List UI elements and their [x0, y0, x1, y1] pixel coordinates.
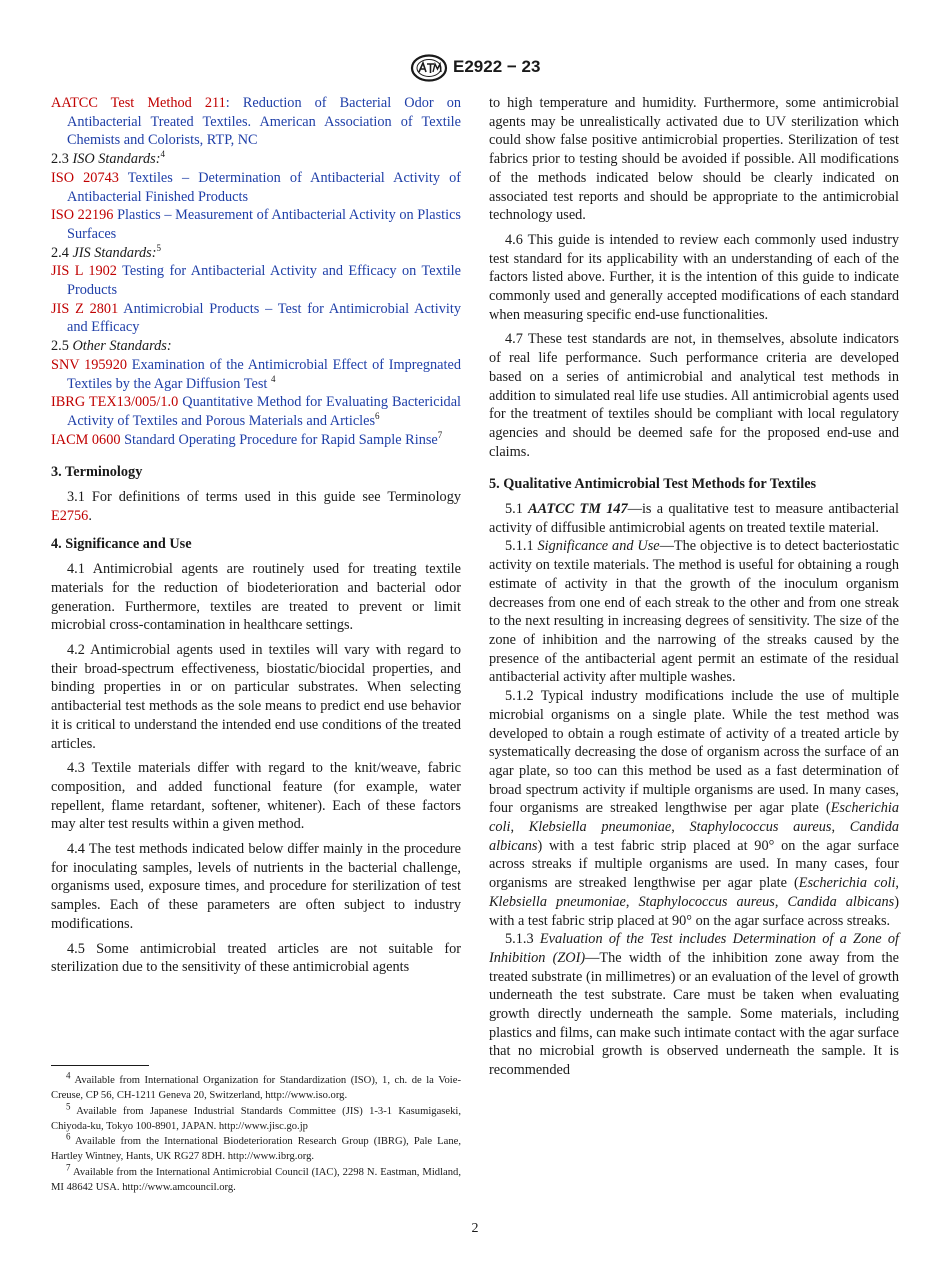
section-heading: 5. Qualitative Antimicrobial Test Methods for Textiles	[489, 476, 817, 493]
footnote-divider	[51, 1065, 149, 1066]
paragraph: 4.6 This guide is intended to review each commonly used industry test standard for its applicability with an understanding of each of the factors listed above. Further, it is the intention of this guide to indicate commonly used and generally accepted modifications of each standard when measuring specific end-use functionalities.	[489, 231, 899, 323]
paragraph: 4.4 The test methods indicated below differ mainly in the procedure for inoculating samples, levels of nutrients in the bacterial challenge, organisms used, exposure times, and procedure for sterilization of test samples. Each of these parameters are often subject to industry modifications.	[51, 841, 461, 932]
reference-item	[51, 262, 461, 299]
paragraph: 4.5 Some antimicrobial treated articles are not suitable for sterilization due to the sensitivity of these antimicrobial agents	[51, 940, 461, 976]
reference-title-link[interactable]: Plastics – Measurement of Antibacterial Activity on Plastics Surfaces	[67, 207, 461, 242]
reference-id-link[interactable]: AATCC Test Method 211	[51, 95, 226, 111]
reference-id-link[interactable]: ISO 22196	[51, 207, 114, 224]
reference-title-link[interactable]: Testing for Antibacterial Activity and Efficacy on Textile Products	[67, 263, 461, 299]
reference-item	[51, 169, 461, 206]
paragraph: to high temperature and humidity. Furthermore, some antimicrobial agents may be unrealistically activated due to UV sterilization which could show false positive antimicrobial properties. Sterilization of test fabrics prior to testing should be avoided if possible. All modifications of the methods indicated below should be clearly indicated on associated test reports and should be appropriate to the antimicrobial technology used.	[489, 95, 899, 224]
reference-title-link[interactable]: Reduction of Bacterial Odor on Antibacterial Treated Textiles. American Association of Textile Chemists and Colorists, RTP, NC	[67, 95, 462, 149]
paragraph: 4.7 These test standards are not, in themselves, absolute indicators of real life performance. Such performance criteria are developed based on a series of antimicrobial and analytical test methods in addition to simulated real life use studies. All antimicrobial agents used for the treatment of textiles should be compliant with local regulatory agencies and should be deemed safe for the proposed end-use and claims.	[489, 331, 899, 460]
reference-title-link[interactable]: Standard Operating Procedure for Rapid Sample Rinse	[124, 431, 438, 448]
reference-item: IBRG TEX13/005/1.0 Quantitative Method for Evaluating Bactericidal Activity of Textiles and Porous Materials and Articles$^6$	[51, 394, 462, 429]
footnote: $^5$ Available from Japanese Industrial Standards Committee (JIS) 1-3-1 Kasumigaseki, Chiyoda-ku, Tokyo 100-8901, JAPAN. http://www.jisc.go.jp	[51, 1101, 461, 1132]
subsection-heading: 2.4 JIS Standards:$^5$	[51, 242, 162, 261]
section-heading: 4. Significance and Use	[51, 536, 192, 553]
subsection-heading: 2.3 ISO Standards:$^4$	[51, 149, 165, 168]
reference-id-link[interactable]: IBRG TEX13/005/1.0	[51, 394, 179, 411]
reference-item: AATCC Test Method 211: Reduction of Bacterial Odor on Antibacterial Treated Textiles. American Association of Textile Chemists and Colorists, RTP, NC	[51, 95, 462, 149]
paragraph: 5.1.3 Evaluation of the Test includes Determination of a Zone of Inhibition (ZOI)—The width of the inhibition zone away from the treated substrate (in millimetres) or an evaluation of the level of growth underneath the test substrate. Care must be taken when evaluating growth directly underneath the sample. Some materials, including plastics and films, can make such intimate contact with the agar surface that no microbial growth is observed underneath the sample. It is recommended	[489, 931, 900, 1079]
reference-item	[51, 206, 461, 243]
footnote: $^7$ Available from the International Antimicrobial Council (IAC), 2298 N. Eastman, Midland, MI 48642 USA. http://www.amcouncil.org.	[51, 1162, 461, 1194]
paragraph: 5.1 AATCC TM 147—is a qualitative test to measure antibacterial activity of diffusible antimicrobial agents on treated textile material.	[489, 501, 899, 536]
paragraph: 5.1.1 Significance and Use—The objective is to detect bacteriostatic activity on textile materials. The method is useful for obtaining a rough estimate of activity in that the growth of the inoculum organism decreases from one end of each streak to the other and from one streak to the next resulting in increasing degrees of sensitivity. The size of the zone of inhibition and the narrowing of the streaks caused by the presence of the antibacterial agent permit an estimate of the residual antibacterial activity after multiple washes.	[489, 538, 899, 686]
page-header	[0, 54, 950, 84]
reference-title-link[interactable]: Antimicrobial Products – Test for Antimicrobial Activity and Efficacy	[67, 300, 461, 336]
subsection-heading: 2.5 Other Standards:	[51, 338, 172, 355]
reference-title-link[interactable]: Examination of the Antimicrobial Effect of Impregnated Textiles by the Agar Diffusion Test	[67, 356, 461, 392]
paragraph: 4.1 Antimicrobial agents are routinely used for treating textile materials for the reduction of biodeterioration and bacterial odor generation. Furthermore, textiles are treated to prevent or limit microbial cross-contamination in healthcare settings.	[51, 561, 461, 634]
terminology-link[interactable]: E2756	[51, 507, 89, 524]
reference-id-link[interactable]: JIS Z 2801	[51, 300, 119, 317]
standard-code: E2922 − 23	[453, 57, 541, 76]
reference-id-link[interactable]: SNV 195920	[51, 356, 127, 373]
reference-item	[51, 300, 461, 337]
reference-id-link[interactable]: JIS L 1902	[51, 263, 117, 280]
reference-id-link[interactable]: ISO 20743	[51, 169, 119, 186]
reference-title-link[interactable]: Textiles – Determination of Antibacterial Activity of Antibacterial Finished Products	[67, 169, 461, 205]
footnote: $^6$ Available from the International Biodeterioration Research Group (IBRG), Pale Lane, Hartley Wintney, Hants, UK RG27 8DH. http://www.ibrg.org.	[51, 1131, 461, 1163]
paragraph: 4.2 Antimicrobial agents used in textiles will vary with regard to their broad-spectrum effectiveness, biostatic/biocidal properties, and binding properties in or on particular substrates. When selecting antibacterial test methods as the sole means to predict end use behavior it is critical to understand the intended end use conditions of the treated articles.	[51, 641, 461, 752]
paragraph: 4.3 Textile materials differ with regard to the knit/weave, fabric composition, and added functional feature (for example, water repellent, flame retardant, softener, whitener). Each of these factors may alter test results within a given method.	[51, 760, 461, 833]
reference-id-link[interactable]: IACM 0600	[51, 431, 121, 448]
reference-title-link[interactable]: Quantitative Method for Evaluating Bactericidal Activity of Textiles and Porous Materials and Articles	[67, 394, 462, 429]
left-column	[51, 94, 461, 977]
footnote: $^4$ Available from International Organization for Standardization (ISO), 1, ch. de la Voie-Creuse, CP 56, CH-1211 Geneva 20, Switzerland, http://www.iso.org.	[51, 1070, 461, 1102]
paragraph: 5.1.2 Typical industry modifications include the use of multiple microbial organisms on a single plate. While the test method was developed to obtain a rough estimate of activity of a treated article by systematically decreasing the dose of organism across the surface of an agar plate, so too can this method be used as a fast determination of broad spectrum activity if multiple organisms are used. In many cases, four organisms are streaked lengthwise per agar plate (Escherichia coli, Klebsiella pneumoniae, Staphylococcus aureus, Candida albicans) with a test fabric strip placed at 90° on the agar surface across streaks if multiple organisms are used. In many cases, four organisms are streaked lengthwise per agar plate (Escherichia coli, Klebsiella pneumoniae, Staphylococcus aureus, Candida albicans) with a test fabric strip placed at 90° on the agar surface across streaks.	[489, 688, 899, 929]
astm-logo-icon	[410, 54, 448, 82]
right-column	[489, 94, 899, 1080]
section-heading: 3. Terminology	[51, 464, 143, 481]
footnotes	[51, 1070, 461, 1195]
paragraph: 3.1 For definitions of terms used in this guide see Terminology E2756.	[51, 489, 461, 524]
reference-item: SNV 195920 Examination of the Antimicrobial Effect of Impregnated Textiles by the Agar Diffusion Test $^4$	[51, 356, 461, 392]
reference-item: IACM 0600 Standard Operating Procedure for Rapid Sample Rinse$^7$	[51, 429, 443, 448]
page-number: 2	[471, 1221, 479, 1236]
